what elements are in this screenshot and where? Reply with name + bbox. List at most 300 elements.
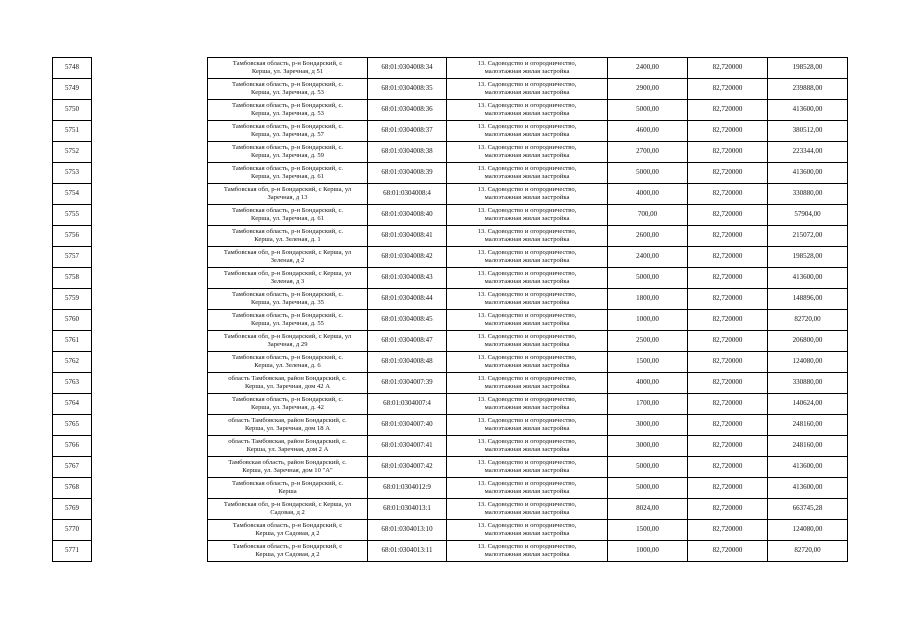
table-row bbox=[208, 415, 848, 436]
land-use-cell bbox=[447, 415, 608, 436]
cadastral-number-cell: 68:01:0304008:40 bbox=[368, 205, 447, 226]
land-use-cell bbox=[447, 457, 608, 478]
address-line-1: Тамбовская обл, р-н Бондарский, с Керша, ул bbox=[223, 333, 352, 341]
row-number-row bbox=[53, 373, 92, 394]
address-line-2: Керша, ул. Заречная, д. 57 bbox=[251, 131, 324, 138]
rate-cell: 82,720000 bbox=[688, 247, 768, 268]
row-number-column bbox=[52, 57, 92, 562]
value-cell: 413600,00 bbox=[768, 100, 848, 121]
rate-cell: 82,720000 bbox=[688, 289, 768, 310]
address-line-2: Керша bbox=[278, 488, 297, 495]
cadastral-number-cell: 68:01:0304008:44 bbox=[368, 289, 447, 310]
address-line-2: Керша, ул. Заречная, д. 61 bbox=[251, 215, 324, 222]
area-cell: 1000,00 bbox=[608, 541, 688, 562]
area-cell: 2600,00 bbox=[608, 226, 688, 247]
land-use-line-2: малоэтажная жилая застройка bbox=[484, 362, 570, 369]
land-use-line-2: малоэтажная жилая застройка bbox=[484, 152, 570, 159]
cadastral-number-cell: 68:01:0304008:43 bbox=[368, 268, 447, 289]
rate-cell: 82,720000 bbox=[688, 541, 768, 562]
land-use-cell bbox=[447, 79, 608, 100]
address-cell bbox=[208, 499, 368, 520]
value-cell: 57904,00 bbox=[768, 205, 848, 226]
address-line-2: Керша, ул. Заречная, дом 18 А bbox=[244, 425, 330, 432]
land-use-line-1: 13. Садоводство и огородничество, bbox=[477, 522, 577, 530]
land-plots-table bbox=[207, 57, 848, 562]
row-number-row bbox=[53, 499, 92, 520]
row-number-row bbox=[53, 457, 92, 478]
table-row bbox=[208, 205, 848, 226]
land-use-line-2: малоэтажная жилая застройка bbox=[484, 236, 570, 243]
land-use-cell bbox=[447, 184, 608, 205]
address-line-1: Тамбовская область, р-н Бондарский, с. bbox=[231, 396, 344, 404]
area-cell: 3000,00 bbox=[608, 415, 688, 436]
land-use-cell bbox=[447, 394, 608, 415]
row-number-row bbox=[53, 268, 92, 289]
area-cell: 4000,00 bbox=[608, 373, 688, 394]
address-line-2: Заречная, д 13 bbox=[267, 194, 308, 201]
value-cell: 380512,00 bbox=[768, 121, 848, 142]
row-number: 5749 bbox=[53, 79, 92, 100]
row-number: 5754 bbox=[53, 184, 92, 205]
address-line-2: Заречная, д 29 bbox=[267, 341, 308, 348]
rate-cell: 82,720000 bbox=[688, 499, 768, 520]
value-cell: 413600,00 bbox=[768, 268, 848, 289]
value-cell: 248160,00 bbox=[768, 415, 848, 436]
table-row bbox=[208, 331, 848, 352]
table-row bbox=[208, 184, 848, 205]
rate-cell: 82,720000 bbox=[688, 205, 768, 226]
address-line-2: Керша, ул. Заречная, д. 55 bbox=[251, 320, 324, 327]
cadastral-number-cell: 68:01:0304007:42 bbox=[368, 457, 447, 478]
area-cell: 1800,00 bbox=[608, 289, 688, 310]
address-line-1: Тамбовская область, р-н Бондарский, с bbox=[232, 522, 343, 530]
address-line-1: область Тамбовская, район Бондарский, с. bbox=[228, 438, 347, 446]
row-number-row bbox=[53, 289, 92, 310]
land-use-line-2: малоэтажная жилая застройка bbox=[484, 278, 570, 285]
row-number: 5767 bbox=[53, 457, 92, 478]
address-cell bbox=[208, 436, 368, 457]
cadastral-number-cell: 68:01:0304008:48 bbox=[368, 352, 447, 373]
cadastral-number-cell: 68:01:0304008:4 bbox=[368, 184, 447, 205]
address-line-2: Керша, ул. Заречная, д. 59 bbox=[251, 152, 324, 159]
cadastral-number-cell: 68:01:0304008:36 bbox=[368, 100, 447, 121]
row-number-row bbox=[53, 247, 92, 268]
value-cell: 198528,00 bbox=[768, 247, 848, 268]
land-use-line-1: 13. Садоводство и огородничество, bbox=[477, 186, 577, 194]
row-number: 5764 bbox=[53, 394, 92, 415]
rate-cell: 82,720000 bbox=[688, 520, 768, 541]
row-number: 5750 bbox=[53, 100, 92, 121]
land-use-line-1: 13. Садоводство и огородничество, bbox=[477, 354, 577, 362]
rate-cell: 82,720000 bbox=[688, 436, 768, 457]
address-cell bbox=[208, 373, 368, 394]
cadastral-number-cell: 68:01:0304007:39 bbox=[368, 373, 447, 394]
value-cell: 330880,00 bbox=[768, 184, 848, 205]
row-number-row bbox=[53, 310, 92, 331]
address-cell bbox=[208, 331, 368, 352]
land-use-cell bbox=[447, 142, 608, 163]
row-number: 5752 bbox=[53, 142, 92, 163]
address-line-1: Тамбовская область, р-н Бондарский, с. bbox=[231, 144, 344, 152]
row-number-row bbox=[53, 184, 92, 205]
land-use-line-2: малоэтажная жилая застройка bbox=[484, 89, 570, 96]
row-number: 5761 bbox=[53, 331, 92, 352]
land-use-line-2: малоэтажная жилая застройка bbox=[484, 383, 570, 390]
rate-cell: 82,720000 bbox=[688, 100, 768, 121]
land-use-line-1: 13. Садоводство и огородничество, bbox=[477, 228, 577, 236]
address-line-1: Тамбовская обл, р-н Бондарский, с Керша, ул bbox=[223, 270, 352, 278]
row-number: 5748 bbox=[53, 58, 92, 79]
address-line-1: Тамбовская обл, р-н Бондарский, с Керша, ул bbox=[223, 186, 352, 194]
area-cell: 4600,00 bbox=[608, 121, 688, 142]
rate-cell: 82,720000 bbox=[688, 478, 768, 499]
area-cell: 1500,00 bbox=[608, 352, 688, 373]
land-use-line-2: малоэтажная жилая застройка bbox=[484, 320, 570, 327]
rate-cell: 82,720000 bbox=[688, 394, 768, 415]
address-line-2: Керша, ул. Заречная, д 51 bbox=[251, 68, 324, 75]
address-line-1: Тамбовская область, р-н Бондарский, с. bbox=[231, 165, 344, 173]
value-cell: 330880,00 bbox=[768, 373, 848, 394]
rate-cell: 82,720000 bbox=[688, 184, 768, 205]
land-use-cell bbox=[447, 331, 608, 352]
row-number: 5753 bbox=[53, 163, 92, 184]
address-line-1: Тамбовская область, р-н Бондарский, с bbox=[232, 543, 343, 551]
area-cell: 700,00 bbox=[608, 205, 688, 226]
address-cell bbox=[208, 520, 368, 541]
table-row bbox=[208, 163, 848, 184]
land-use-line-2: малоэтажная жилая застройка bbox=[484, 404, 570, 411]
rate-cell: 82,720000 bbox=[688, 268, 768, 289]
rate-cell: 82,720000 bbox=[688, 457, 768, 478]
land-use-cell bbox=[447, 58, 608, 79]
address-line-1: Тамбовская область, р-н Бондарский, с. bbox=[231, 81, 344, 89]
row-number-row bbox=[53, 58, 92, 79]
cadastral-number-cell: 68:01:0304008:34 bbox=[368, 58, 447, 79]
rate-cell: 82,720000 bbox=[688, 142, 768, 163]
land-use-cell bbox=[447, 541, 608, 562]
address-line-1: Тамбовская область, район Бондарский, с. bbox=[228, 459, 347, 467]
land-use-line-2: малоэтажная жилая застройка bbox=[484, 509, 570, 516]
row-number-row bbox=[53, 79, 92, 100]
address-cell bbox=[208, 289, 368, 310]
land-use-line-1: 13. Садоводство и огородничество, bbox=[477, 375, 577, 383]
land-use-line-1: 13. Садоводство и огородничество, bbox=[477, 165, 577, 173]
address-cell bbox=[208, 352, 368, 373]
rate-cell: 82,720000 bbox=[688, 226, 768, 247]
land-use-line-2: малоэтажная жилая застройка bbox=[484, 173, 570, 180]
area-cell: 2400,00 bbox=[608, 247, 688, 268]
address-cell bbox=[208, 58, 368, 79]
area-cell: 5000,00 bbox=[608, 457, 688, 478]
row-number: 5751 bbox=[53, 121, 92, 142]
land-use-line-1: 13. Садоводство и огородничество, bbox=[477, 480, 577, 488]
cadastral-number-cell: 68:01:0304007:41 bbox=[368, 436, 447, 457]
land-use-line-1: 13. Садоводство и огородничество, bbox=[477, 417, 577, 425]
address-line-2: Керша, ул Садовая, д 2 bbox=[255, 551, 320, 558]
land-use-line-1: 13. Садоводство и огородничество, bbox=[477, 501, 577, 509]
table-row bbox=[208, 247, 848, 268]
row-number: 5759 bbox=[53, 289, 92, 310]
value-cell: 124080,00 bbox=[768, 520, 848, 541]
land-use-line-1: 13. Садоводство и огородничество, bbox=[477, 102, 577, 110]
cadastral-number-cell: 68:01:0304008:37 bbox=[368, 121, 447, 142]
cadastral-number-cell: 68:01:0304008:42 bbox=[368, 247, 447, 268]
address-line-1: Тамбовская область, р-н Бондарский, с. bbox=[231, 480, 344, 488]
area-cell: 1700,00 bbox=[608, 394, 688, 415]
address-cell bbox=[208, 100, 368, 121]
land-use-line-2: малоэтажная жилая застройка bbox=[484, 131, 570, 138]
address-cell bbox=[208, 163, 368, 184]
table-row bbox=[208, 310, 848, 331]
land-use-line-1: 13. Садоводство и огородничество, bbox=[477, 207, 577, 215]
land-use-line-2: малоэтажная жилая застройка bbox=[484, 446, 570, 453]
row-number: 5758 bbox=[53, 268, 92, 289]
value-cell: 413600,00 bbox=[768, 163, 848, 184]
land-use-line-1: 13. Садоводство и огородничество, bbox=[477, 270, 577, 278]
land-use-cell bbox=[447, 247, 608, 268]
row-number-row bbox=[53, 415, 92, 436]
address-line-1: область Тамбовская, район Бондарский, с. bbox=[228, 375, 347, 383]
cadastral-number-cell: 68:01:0304013:11 bbox=[368, 541, 447, 562]
value-cell: 413600,00 bbox=[768, 457, 848, 478]
table-row bbox=[208, 394, 848, 415]
rate-cell: 82,720000 bbox=[688, 331, 768, 352]
value-cell: 82720,00 bbox=[768, 310, 848, 331]
rate-cell: 82,720000 bbox=[688, 163, 768, 184]
address-line-2: Керша, ул Садовая, д 2 bbox=[255, 530, 320, 537]
row-number: 5763 bbox=[53, 373, 92, 394]
address-cell bbox=[208, 457, 368, 478]
land-use-line-1: 13. Садоводство и огородничество, bbox=[477, 81, 577, 89]
value-cell: 206800,00 bbox=[768, 331, 848, 352]
value-cell: 148896,00 bbox=[768, 289, 848, 310]
table-row bbox=[208, 541, 848, 562]
land-use-line-1: 13. Садоводство и огородничество, bbox=[477, 60, 577, 68]
table-row bbox=[208, 352, 848, 373]
cadastral-number-cell: 68:01:0304008:47 bbox=[368, 331, 447, 352]
address-line-2: Керша, ул. Заречная, дом 10 "А" bbox=[242, 467, 333, 474]
address-line-1: Тамбовская область, р-н Бондарский, с. bbox=[231, 312, 344, 320]
land-use-cell bbox=[447, 163, 608, 184]
row-number: 5771 bbox=[53, 541, 92, 562]
land-use-line-2: малоэтажная жилая застройка bbox=[484, 299, 570, 306]
row-number: 5770 bbox=[53, 520, 92, 541]
table-row bbox=[208, 121, 848, 142]
rate-cell: 82,720000 bbox=[688, 415, 768, 436]
land-use-line-2: малоэтажная жилая застройка bbox=[484, 257, 570, 264]
row-number-row bbox=[53, 520, 92, 541]
land-use-line-1: 13. Садоводство и огородничество, bbox=[477, 459, 577, 467]
land-use-cell bbox=[447, 226, 608, 247]
row-number: 5760 bbox=[53, 310, 92, 331]
row-number: 5765 bbox=[53, 415, 92, 436]
address-cell bbox=[208, 247, 368, 268]
address-line-1: Тамбовская обл, р-н Бондарский, с Керша, ул bbox=[223, 249, 352, 257]
address-line-1: Тамбовская обл, р-н Бондарский, с Керша, ул bbox=[223, 501, 352, 509]
cadastral-number-cell: 68:01:0304007:40 bbox=[368, 415, 447, 436]
address-line-1: Тамбовская область, р-н Бондарский, с. bbox=[231, 123, 344, 131]
land-use-cell bbox=[447, 352, 608, 373]
address-line-1: Тамбовская область, р-н Бондарский, с bbox=[232, 60, 343, 68]
row-number: 5766 bbox=[53, 436, 92, 457]
address-line-2: Керша, ул. Заречная, д. 53 bbox=[251, 89, 324, 96]
land-use-line-1: 13. Садоводство и огородничество, bbox=[477, 333, 577, 341]
table-row bbox=[208, 226, 848, 247]
land-use-line-2: малоэтажная жилая застройка bbox=[484, 488, 570, 495]
table-row bbox=[208, 499, 848, 520]
area-cell: 5000,00 bbox=[608, 100, 688, 121]
area-cell: 5000,00 bbox=[608, 478, 688, 499]
area-cell: 2700,00 bbox=[608, 142, 688, 163]
cadastral-number-cell: 68:01:0304008:45 bbox=[368, 310, 447, 331]
row-number-row bbox=[53, 100, 92, 121]
land-use-cell bbox=[447, 289, 608, 310]
address-line-1: Тамбовская область, р-н Бондарский, с. bbox=[231, 228, 344, 236]
row-number: 5756 bbox=[53, 226, 92, 247]
address-cell bbox=[208, 142, 368, 163]
address-line-2: Керша, ул. Заречная, д. 42 bbox=[251, 404, 324, 411]
row-number-table bbox=[52, 57, 92, 562]
land-use-line-2: малоэтажная жилая застройка bbox=[484, 467, 570, 474]
land-use-line-2: малоэтажная жилая застройка bbox=[484, 551, 570, 558]
table-row bbox=[208, 268, 848, 289]
address-cell bbox=[208, 541, 368, 562]
land-use-line-2: малоэтажная жилая застройка bbox=[484, 194, 570, 201]
address-line-2: Керша, ул. Зеленая, д. 1 bbox=[254, 236, 321, 243]
row-number: 5769 bbox=[53, 499, 92, 520]
row-number-row bbox=[53, 394, 92, 415]
table-row bbox=[208, 436, 848, 457]
address-line-2: Зеленая, д 2 bbox=[270, 257, 305, 264]
land-use-line-2: малоэтажная жилая застройка bbox=[484, 68, 570, 75]
value-cell: 82720,00 bbox=[768, 541, 848, 562]
row-number-row bbox=[53, 541, 92, 562]
value-cell: 663745,28 bbox=[768, 499, 848, 520]
row-number-row bbox=[53, 331, 92, 352]
cadastral-number-cell: 68:01:0304013:10 bbox=[368, 520, 447, 541]
land-use-cell bbox=[447, 121, 608, 142]
table-row bbox=[208, 58, 848, 79]
area-cell: 5000,00 bbox=[608, 163, 688, 184]
area-cell: 8024,00 bbox=[608, 499, 688, 520]
cadastral-number-cell: 68:01:0304008:38 bbox=[368, 142, 447, 163]
cadastral-number-cell: 68:01:0304008:35 bbox=[368, 79, 447, 100]
cadastral-number-cell: 68:01:0304013:1 bbox=[368, 499, 447, 520]
area-cell: 4000,00 bbox=[608, 184, 688, 205]
address-cell bbox=[208, 268, 368, 289]
address-line-2: Керша, ул. Заречная, д. 35 bbox=[251, 299, 324, 306]
table-row bbox=[208, 457, 848, 478]
address-line-2: Керша, ул. Заречная, дом 42 А bbox=[244, 383, 330, 390]
row-number-row bbox=[53, 205, 92, 226]
address-cell bbox=[208, 205, 368, 226]
land-use-cell bbox=[447, 373, 608, 394]
row-number-row bbox=[53, 121, 92, 142]
land-use-line-1: 13. Садоводство и огородничество, bbox=[477, 249, 577, 257]
row-number-row bbox=[53, 142, 92, 163]
cadastral-number-cell: 68:01:0304012:9 bbox=[368, 478, 447, 499]
value-cell: 223344,00 bbox=[768, 142, 848, 163]
land-use-cell bbox=[447, 520, 608, 541]
table-row bbox=[208, 142, 848, 163]
table-row bbox=[208, 289, 848, 310]
area-cell: 3000,00 bbox=[608, 436, 688, 457]
land-use-line-1: 13. Садоводство и огородничество, bbox=[477, 312, 577, 320]
land-use-line-2: малоэтажная жилая застройка bbox=[484, 530, 570, 537]
address-cell bbox=[208, 415, 368, 436]
row-number: 5768 bbox=[53, 478, 92, 499]
address-line-1: Тамбовская область, р-н Бондарский, с. bbox=[231, 207, 344, 215]
value-cell: 140624,00 bbox=[768, 394, 848, 415]
area-cell: 2500,00 bbox=[608, 331, 688, 352]
land-use-cell bbox=[447, 478, 608, 499]
value-cell: 124080,00 bbox=[768, 352, 848, 373]
land-use-cell bbox=[447, 499, 608, 520]
land-use-line-2: малоэтажная жилая застройка bbox=[484, 110, 570, 117]
address-cell bbox=[208, 394, 368, 415]
area-cell: 1000,00 bbox=[608, 310, 688, 331]
rate-cell: 82,720000 bbox=[688, 373, 768, 394]
row-number: 5762 bbox=[53, 352, 92, 373]
address-line-2: Керша, ул. Зеленая, д. 6 bbox=[254, 362, 321, 369]
land-use-line-1: 13. Садоводство и огородничество, bbox=[477, 123, 577, 131]
cadastral-number-cell: 68:01:0304008:41 bbox=[368, 226, 447, 247]
land-use-line-2: малоэтажная жилая застройка bbox=[484, 215, 570, 222]
cadastral-number-cell: 68:01:0304007:4 bbox=[368, 394, 447, 415]
table-row bbox=[208, 79, 848, 100]
address-line-1: Тамбовская область, р-н Бондарский, с. bbox=[231, 291, 344, 299]
address-line-2: Керша, ул. Заречная, дом 2 А bbox=[246, 446, 329, 453]
area-cell: 2400,00 bbox=[608, 58, 688, 79]
row-number-row bbox=[53, 226, 92, 247]
rate-cell: 82,720000 bbox=[688, 58, 768, 79]
land-use-line-1: 13. Садоводство и огородничество, bbox=[477, 543, 577, 551]
address-cell bbox=[208, 184, 368, 205]
table-row bbox=[208, 478, 848, 499]
table-row bbox=[208, 520, 848, 541]
table-row bbox=[208, 100, 848, 121]
address-line-2: Садовая, д 2 bbox=[270, 509, 305, 516]
address-cell bbox=[208, 310, 368, 331]
value-cell: 413600,00 bbox=[768, 478, 848, 499]
rate-cell: 82,720000 bbox=[688, 352, 768, 373]
land-use-cell bbox=[447, 310, 608, 331]
rate-cell: 82,720000 bbox=[688, 121, 768, 142]
value-cell: 239888,00 bbox=[768, 79, 848, 100]
row-number-row bbox=[53, 478, 92, 499]
land-plots-table-wrapper bbox=[207, 57, 848, 562]
land-use-line-1: 13. Садоводство и огородничество, bbox=[477, 396, 577, 404]
area-cell: 1500,00 bbox=[608, 520, 688, 541]
land-use-cell bbox=[447, 100, 608, 121]
row-number-row bbox=[53, 163, 92, 184]
row-number: 5755 bbox=[53, 205, 92, 226]
land-use-cell bbox=[447, 268, 608, 289]
land-use-line-1: 13. Садоводство и огородничество, bbox=[477, 291, 577, 299]
address-cell bbox=[208, 478, 368, 499]
address-line-2: Керша, ул. Заречная, д. 53 bbox=[251, 110, 324, 117]
rate-cell: 82,720000 bbox=[688, 310, 768, 331]
address-line-1: область Тамбовская, район Бондарский, с. bbox=[228, 417, 347, 425]
land-use-cell bbox=[447, 205, 608, 226]
row-number-row bbox=[53, 352, 92, 373]
address-cell bbox=[208, 79, 368, 100]
address-line-1: Тамбовская область, р-н Бондарский, с. bbox=[231, 102, 344, 110]
land-use-line-2: малоэтажная жилая застройка bbox=[484, 425, 570, 432]
row-number: 5757 bbox=[53, 247, 92, 268]
value-cell: 248160,00 bbox=[768, 436, 848, 457]
address-cell bbox=[208, 121, 368, 142]
